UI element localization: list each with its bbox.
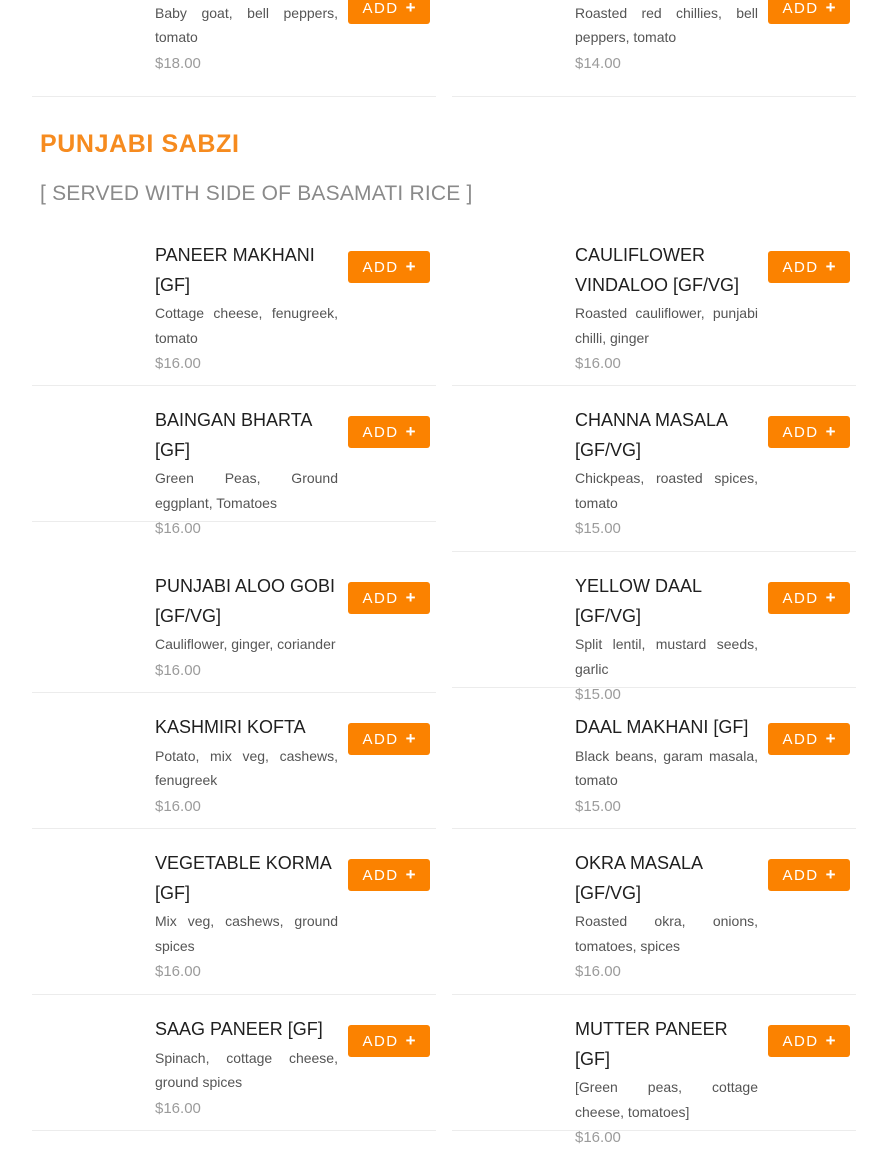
menu-item xyxy=(32,713,436,829)
add-button-label: ADD xyxy=(362,1032,399,1050)
plus-icon: + xyxy=(405,1031,416,1050)
add-button[interactable] xyxy=(768,859,850,891)
menu-item xyxy=(32,241,436,386)
add-button-label: ADD xyxy=(362,423,399,441)
menu-item-price: $16.00 xyxy=(155,355,201,372)
menu-item-description: Cauliflower, ginger, coriander xyxy=(155,636,336,652)
menu-item-info xyxy=(575,0,758,77)
menu-item-description: Green Peas, Ground eggplant, Tomatoes xyxy=(155,470,338,511)
menu-item-name: CAULIFLOWER VINDALOO [GF/VG] xyxy=(575,245,740,295)
menu-item-price: $15.00 xyxy=(575,797,621,815)
menu-item-price: $16.00 xyxy=(155,1099,201,1117)
add-button[interactable] xyxy=(348,723,430,755)
menu-item-description: Spinach, cottage cheese, ground spices xyxy=(155,1049,338,1090)
menu-item-description: Roasted red chillies, bell peppers, tomato xyxy=(575,4,758,45)
menu-item-info xyxy=(155,572,338,684)
menu-item-description: Baby goat, bell peppers, tomato xyxy=(155,4,338,45)
menu-item xyxy=(32,0,436,97)
menu-item-info xyxy=(575,572,758,708)
menu-item xyxy=(452,1015,856,1146)
add-button[interactable] xyxy=(768,251,850,283)
add-button[interactable] xyxy=(768,416,850,448)
plus-icon: + xyxy=(405,257,416,276)
menu-item-info xyxy=(155,713,338,820)
section-subtitle: [ SERVED WITH SIDE OF BASAMATI RICE ] xyxy=(40,182,473,205)
menu-item-name: MUTTER PANEER [GF] xyxy=(575,1019,728,1069)
menu-item-price: $16.00 xyxy=(575,963,621,980)
plus-icon: + xyxy=(825,729,836,748)
add-button-label: ADD xyxy=(782,0,819,17)
menu-item-price: $15.00 xyxy=(575,520,621,537)
menu-item-info xyxy=(575,241,758,377)
menu-item xyxy=(32,572,436,693)
add-button-label: ADD xyxy=(782,423,819,441)
add-button-label: ADD xyxy=(362,0,399,17)
menu-item-name: CHANNA MASALA [GF/VG] xyxy=(575,410,728,460)
menu-item xyxy=(452,0,856,97)
plus-icon: + xyxy=(825,1031,836,1050)
menu-item-description: Potato, mix veg, cashews, fenugreek xyxy=(155,747,338,788)
add-button[interactable] xyxy=(768,582,850,614)
menu-item-description: Split lentil, mustard seeds, garlic xyxy=(575,636,758,677)
add-button-label: ADD xyxy=(782,589,819,607)
add-button-label: ADD xyxy=(782,1032,819,1050)
menu-item-name: VEGETABLE KORMA [GF] xyxy=(155,853,331,903)
plus-icon: + xyxy=(825,0,836,17)
menu-item-price: $16.00 xyxy=(155,520,201,537)
section-title: PUNJABI SABZI xyxy=(40,130,240,158)
menu-item-price: $16.00 xyxy=(155,661,201,679)
menu-item-info xyxy=(575,849,758,985)
add-button-label: ADD xyxy=(782,730,819,748)
menu-item-info xyxy=(155,406,338,542)
menu-item-price: $16.00 xyxy=(575,355,621,372)
menu-item-info xyxy=(575,713,758,820)
add-button[interactable] xyxy=(768,0,850,24)
menu-item-name: PUNJABI ALOO GOBI [GF/VG] xyxy=(155,576,336,626)
menu-item-description: Roasted okra, onions, tomatoes, spices xyxy=(575,913,758,954)
menu-item xyxy=(452,849,856,995)
menu-item-info xyxy=(155,1015,338,1122)
add-button[interactable] xyxy=(348,1025,430,1057)
plus-icon: + xyxy=(825,422,836,441)
menu-item-description: Roasted cauliflower, punjabi chilli, ginger xyxy=(575,305,758,346)
add-button[interactable] xyxy=(348,251,430,283)
plus-icon: + xyxy=(405,0,416,17)
add-button[interactable] xyxy=(768,1025,850,1057)
menu-item-info xyxy=(575,1015,758,1151)
menu-item-description: Mix veg, cashews, ground spices xyxy=(155,913,338,954)
menu-item xyxy=(32,406,436,537)
menu-item xyxy=(452,713,856,829)
menu-item-description: Black beans, garam masala, tomato xyxy=(575,747,758,788)
menu-item-description: Chickpeas, roasted spices, tomato xyxy=(575,470,758,511)
menu-item-description: Cottage cheese, fenugreek, tomato xyxy=(155,305,338,346)
add-button-label: ADD xyxy=(362,866,399,884)
add-button[interactable] xyxy=(768,723,850,755)
menu-item-name: SAAG PANEER [GF] xyxy=(155,1019,323,1039)
menu-item-info xyxy=(575,406,758,542)
menu-item-price: $14.00 xyxy=(575,54,621,72)
plus-icon: + xyxy=(405,588,416,607)
menu-item xyxy=(452,572,856,703)
plus-icon: + xyxy=(405,422,416,441)
add-button[interactable] xyxy=(348,582,430,614)
menu-item-info xyxy=(155,849,338,985)
menu-item-name: KASHMIRI KOFTA xyxy=(155,717,306,737)
add-button[interactable] xyxy=(348,859,430,891)
menu-item-name: YELLOW DAAL [GF/VG] xyxy=(575,576,702,626)
add-button-label: ADD xyxy=(362,730,399,748)
menu-item-price: $15.00 xyxy=(575,686,621,703)
add-button-label: ADD xyxy=(362,589,399,607)
menu-item-name: PANEER MAKHANI [GF] xyxy=(155,245,315,295)
menu-item xyxy=(452,406,856,552)
menu-item-info xyxy=(155,241,338,377)
add-button-label: ADD xyxy=(782,866,819,884)
add-button[interactable] xyxy=(348,416,430,448)
plus-icon: + xyxy=(405,729,416,748)
menu-item-name: BAINGAN BHARTA [GF] xyxy=(155,410,312,460)
menu-item-name: DAAL MAKHANI [GF] xyxy=(575,717,749,737)
menu-item-price: $16.00 xyxy=(155,963,201,980)
menu-item xyxy=(452,241,856,386)
menu-item-price: $16.00 xyxy=(575,1129,621,1146)
menu-item-info xyxy=(155,0,338,77)
menu-item-price: $18.00 xyxy=(155,54,201,72)
plus-icon: + xyxy=(405,865,416,884)
menu-item xyxy=(32,1015,436,1131)
menu-item-description: [Green peas, cottage cheese, tomatoes] xyxy=(575,1079,758,1120)
menu-item-name: OKRA MASALA [GF/VG] xyxy=(575,853,703,903)
menu-item xyxy=(32,849,436,995)
plus-icon: + xyxy=(825,257,836,276)
menu-item-price: $16.00 xyxy=(155,797,201,815)
plus-icon: + xyxy=(825,865,836,884)
plus-icon: + xyxy=(825,588,836,607)
add-button-label: ADD xyxy=(782,258,819,276)
add-button[interactable] xyxy=(348,0,430,24)
add-button-label: ADD xyxy=(362,258,399,276)
